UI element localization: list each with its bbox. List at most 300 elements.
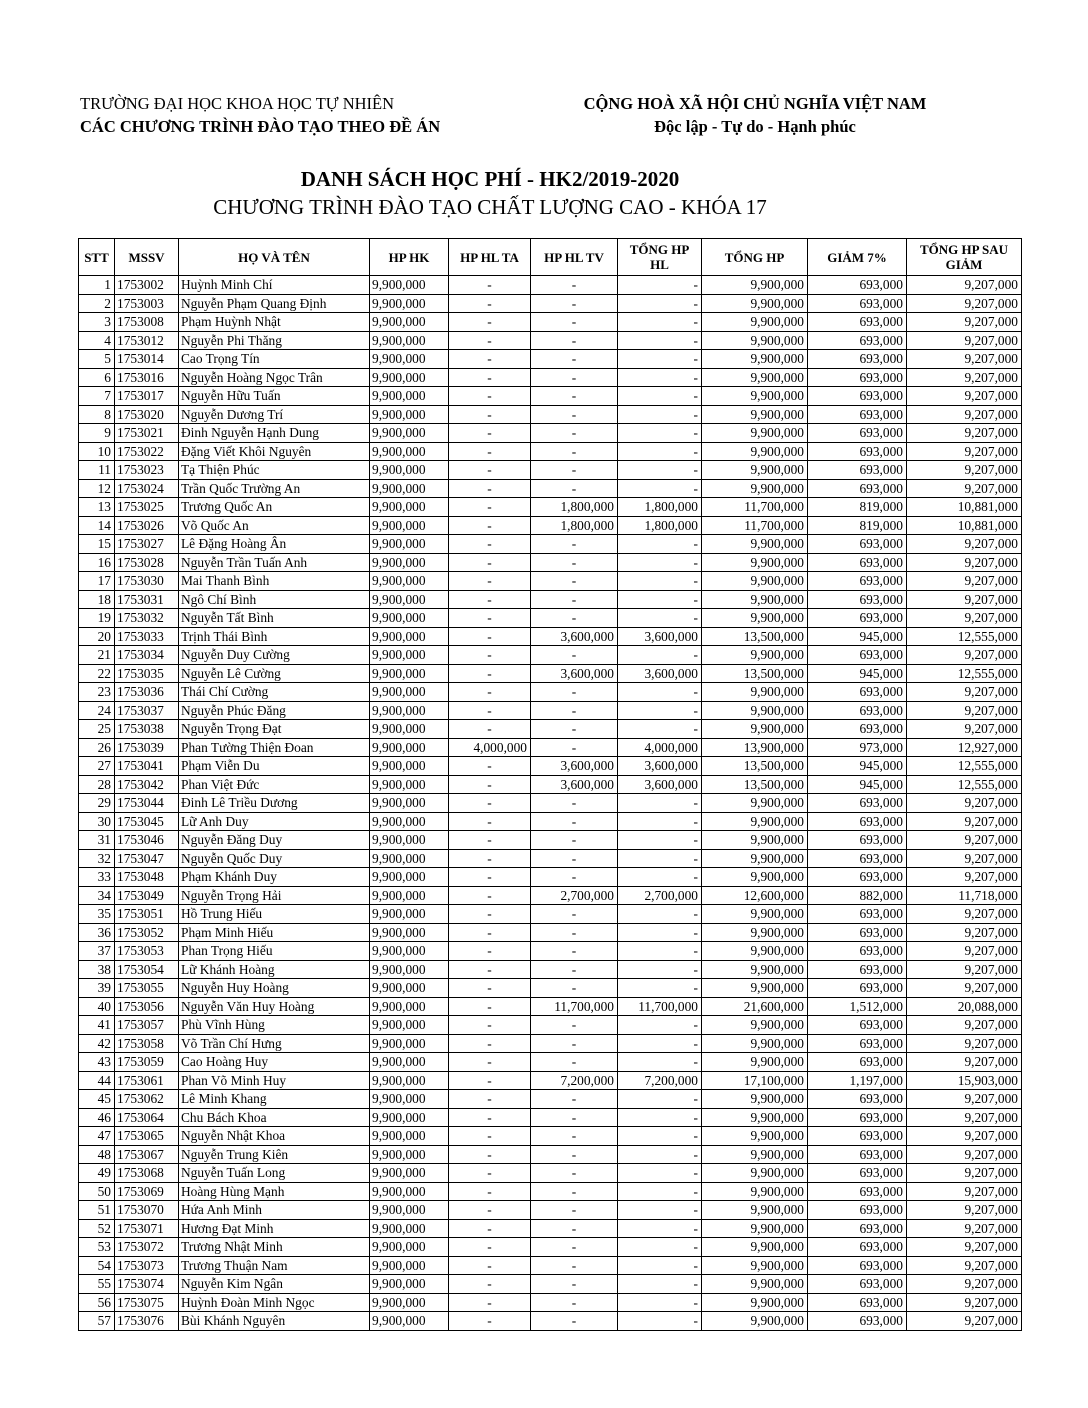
- table-cell: 1753031: [115, 590, 179, 609]
- table-cell: 1753070: [115, 1201, 179, 1220]
- table-cell: 693,000: [808, 276, 907, 295]
- table-cell: -: [618, 1219, 702, 1238]
- table-cell: 27: [79, 757, 115, 776]
- table-cell: -: [449, 1090, 531, 1109]
- table-cell: 1753064: [115, 1108, 179, 1127]
- table-cell: 47: [79, 1127, 115, 1146]
- table-cell: 819,000: [808, 516, 907, 535]
- table-cell: -: [618, 479, 702, 498]
- table-cell: 1753047: [115, 849, 179, 868]
- table-cell: 3,600,000: [618, 775, 702, 794]
- table-cell: 2,700,000: [531, 886, 618, 905]
- table-cell: 13: [79, 498, 115, 517]
- table-cell: -: [618, 1275, 702, 1294]
- table-cell: -: [449, 609, 531, 628]
- table-cell: 9,900,000: [370, 942, 449, 961]
- table-row: [79, 461, 1022, 480]
- table-cell: 9,900,000: [370, 1275, 449, 1294]
- table-cell: 9,900,000: [370, 1145, 449, 1164]
- table-cell: 9,900,000: [370, 1053, 449, 1072]
- table-row: [79, 794, 1022, 813]
- table-cell: -: [618, 831, 702, 850]
- table-cell: 693,000: [808, 1256, 907, 1275]
- table-cell: 1,800,000: [618, 516, 702, 535]
- table-cell: 9,900,000: [370, 831, 449, 850]
- table-cell: 1753058: [115, 1034, 179, 1053]
- table-cell: -: [449, 1145, 531, 1164]
- table-cell: 3,600,000: [618, 757, 702, 776]
- table-cell: 1: [79, 276, 115, 295]
- table-cell: 9,900,000: [702, 405, 808, 424]
- table-cell: -: [618, 1182, 702, 1201]
- table-cell: 9,207,000: [907, 1275, 1022, 1294]
- table-cell: -: [449, 535, 531, 554]
- table-cell: 1753053: [115, 942, 179, 961]
- table-cell: 9,900,000: [370, 1071, 449, 1090]
- table-cell: 9,900,000: [370, 331, 449, 350]
- table-cell: -: [449, 387, 531, 406]
- table-cell: Bùi Khánh Nguyên: [179, 1312, 370, 1331]
- table-row: [79, 942, 1022, 961]
- table-cell: 9,207,000: [907, 831, 1022, 850]
- table-cell: 9,900,000: [702, 609, 808, 628]
- table-row: [79, 1016, 1022, 1035]
- table-cell: 1753016: [115, 368, 179, 387]
- table-cell: -: [449, 442, 531, 461]
- table-cell: 3,600,000: [618, 627, 702, 646]
- table-cell: 36: [79, 923, 115, 942]
- table-cell: 9,900,000: [370, 738, 449, 757]
- table-cell: 53: [79, 1238, 115, 1257]
- table-cell: Lê Đặng Hoàng Ân: [179, 535, 370, 554]
- table-cell: Nguyễn Trọng Đạt: [179, 720, 370, 739]
- table-cell: -: [449, 294, 531, 313]
- table-cell: Trịnh Thái Bình: [179, 627, 370, 646]
- table-cell: 1753041: [115, 757, 179, 776]
- table-cell: 1753072: [115, 1238, 179, 1257]
- table-row: [79, 1201, 1022, 1220]
- table-cell: 945,000: [808, 627, 907, 646]
- table-row: [79, 424, 1022, 443]
- table-cell: 21: [79, 646, 115, 665]
- table-cell: 9,900,000: [702, 479, 808, 498]
- table-cell: 1753059: [115, 1053, 179, 1072]
- table-cell: 9,900,000: [702, 960, 808, 979]
- table-cell: 23: [79, 683, 115, 702]
- table-cell: 40: [79, 997, 115, 1016]
- table-cell: 1753034: [115, 646, 179, 665]
- table-cell: 9,900,000: [702, 1201, 808, 1220]
- table-cell: 9,900,000: [370, 387, 449, 406]
- table-cell: -: [449, 646, 531, 665]
- table-cell: 1753030: [115, 572, 179, 591]
- table-cell: 9,900,000: [702, 720, 808, 739]
- table-row: [79, 405, 1022, 424]
- table-cell: 693,000: [808, 294, 907, 313]
- table-cell: -: [531, 1293, 618, 1312]
- table-cell: -: [449, 1053, 531, 1072]
- table-cell: -: [531, 1145, 618, 1164]
- table-cell: 693,000: [808, 479, 907, 498]
- table-cell: 9,900,000: [370, 683, 449, 702]
- table-cell: 9,900,000: [702, 1164, 808, 1183]
- table-cell: -: [449, 664, 531, 683]
- table-cell: 9,900,000: [370, 720, 449, 739]
- table-row: [79, 868, 1022, 887]
- table-cell: 11: [79, 461, 115, 480]
- table-cell: 9,900,000: [370, 1127, 449, 1146]
- table-row: [79, 997, 1022, 1016]
- table-cell: 13,500,000: [702, 757, 808, 776]
- table-cell: -: [618, 276, 702, 295]
- table-cell: -: [531, 1238, 618, 1257]
- table-row: [79, 572, 1022, 591]
- table-cell: 9,207,000: [907, 609, 1022, 628]
- table-cell: -: [531, 960, 618, 979]
- table-cell: 693,000: [808, 1053, 907, 1072]
- table-cell: -: [531, 1090, 618, 1109]
- table-cell: Lê Minh Khang: [179, 1090, 370, 1109]
- table-cell: -: [618, 849, 702, 868]
- table-cell: 9,900,000: [702, 553, 808, 572]
- table-cell: -: [449, 1034, 531, 1053]
- table-cell: -: [618, 313, 702, 332]
- table-cell: -: [618, 387, 702, 406]
- table-cell: -: [449, 1127, 531, 1146]
- table-cell: 693,000: [808, 1219, 907, 1238]
- table-cell: 1753045: [115, 812, 179, 831]
- table-cell: 12,555,000: [907, 775, 1022, 794]
- table-cell: Phù Vĩnh Hùng: [179, 1016, 370, 1035]
- table-cell: 1753042: [115, 775, 179, 794]
- table-cell: -: [531, 646, 618, 665]
- table-cell: Nguyễn Văn Huy Hoàng: [179, 997, 370, 1016]
- table-cell: 9,900,000: [370, 1182, 449, 1201]
- table-cell: Nguyễn Nhật Khoa: [179, 1127, 370, 1146]
- table-cell: 1753071: [115, 1219, 179, 1238]
- table-cell: 22: [79, 664, 115, 683]
- table-cell: -: [618, 572, 702, 591]
- national-motto: Độc lập - Tự do - Hạnh phúc: [654, 117, 856, 136]
- column-header: GIẢM 7%: [808, 239, 907, 276]
- table-cell: 9,207,000: [907, 1164, 1022, 1183]
- table-cell: -: [531, 1201, 618, 1220]
- table-cell: -: [618, 1256, 702, 1275]
- table-row: [79, 1127, 1022, 1146]
- table-cell: Trương Thuận Nam: [179, 1256, 370, 1275]
- table-cell: -: [449, 960, 531, 979]
- table-row: [79, 442, 1022, 461]
- table-cell: 9,900,000: [702, 535, 808, 554]
- table-cell: 1753069: [115, 1182, 179, 1201]
- table-cell: 693,000: [808, 1108, 907, 1127]
- table-cell: -: [618, 1034, 702, 1053]
- table-cell: 7: [79, 387, 115, 406]
- table-cell: -: [531, 424, 618, 443]
- table-cell: -: [618, 794, 702, 813]
- table-cell: 13,500,000: [702, 664, 808, 683]
- table-cell: -: [618, 350, 702, 369]
- table-row: [79, 1145, 1022, 1164]
- table-cell: 9,207,000: [907, 1053, 1022, 1072]
- table-cell: -: [531, 905, 618, 924]
- table-cell: 9,207,000: [907, 794, 1022, 813]
- table-cell: 1753056: [115, 997, 179, 1016]
- table-row: [79, 479, 1022, 498]
- table-cell: -: [449, 1256, 531, 1275]
- table-cell: 3,600,000: [618, 664, 702, 683]
- table-cell: 1753012: [115, 331, 179, 350]
- table-row: [79, 1108, 1022, 1127]
- table-cell: 9,207,000: [907, 960, 1022, 979]
- table-cell: 9,207,000: [907, 479, 1022, 498]
- table-cell: Lữ Anh Duy: [179, 812, 370, 831]
- table-cell: 9,900,000: [370, 1108, 449, 1127]
- table-cell: 9,900,000: [370, 1164, 449, 1183]
- table-cell: 9,900,000: [370, 701, 449, 720]
- table-cell: 945,000: [808, 775, 907, 794]
- table-cell: 9,207,000: [907, 1256, 1022, 1275]
- table-row: [79, 368, 1022, 387]
- table-cell: 9,900,000: [370, 1219, 449, 1238]
- page-subtitle: CHƯƠNG TRÌNH ĐÀO TẠO CHẤT LƯỢNG CAO - KHÓA 17: [213, 195, 767, 219]
- table-cell: 9,900,000: [702, 350, 808, 369]
- table-cell: -: [531, 1256, 618, 1275]
- table-cell: -: [449, 461, 531, 480]
- table-cell: 48: [79, 1145, 115, 1164]
- table-cell: 9,900,000: [702, 294, 808, 313]
- table-cell: 9,900,000: [370, 979, 449, 998]
- table-cell: 14: [79, 516, 115, 535]
- table-cell: Phan Trọng Hiếu: [179, 942, 370, 961]
- table-cell: 11,700,000: [531, 997, 618, 1016]
- table-cell: 9,207,000: [907, 646, 1022, 665]
- table-cell: -: [531, 535, 618, 554]
- table-cell: 693,000: [808, 942, 907, 961]
- table-cell: 18: [79, 590, 115, 609]
- table-cell: 2,700,000: [618, 886, 702, 905]
- table-cell: -: [531, 609, 618, 628]
- table-cell: 9,900,000: [370, 276, 449, 295]
- table-row: [79, 1164, 1022, 1183]
- table-cell: 693,000: [808, 405, 907, 424]
- table-cell: 9,900,000: [370, 627, 449, 646]
- table-row: [79, 313, 1022, 332]
- table-cell: 9,900,000: [370, 313, 449, 332]
- table-cell: 50: [79, 1182, 115, 1201]
- table-cell: Nguyễn Dương Trí: [179, 405, 370, 424]
- table-cell: 9,900,000: [702, 387, 808, 406]
- table-cell: 882,000: [808, 886, 907, 905]
- table-cell: -: [618, 923, 702, 942]
- table-cell: 29: [79, 794, 115, 813]
- table-cell: Tạ Thiện Phúc: [179, 461, 370, 480]
- table-cell: -: [531, 1312, 618, 1331]
- table-cell: 49: [79, 1164, 115, 1183]
- table-cell: 9,207,000: [907, 1127, 1022, 1146]
- table-cell: -: [449, 831, 531, 850]
- table-cell: -: [618, 1312, 702, 1331]
- table-cell: -: [531, 923, 618, 942]
- table-cell: 9,900,000: [370, 886, 449, 905]
- table-row: [79, 498, 1022, 517]
- table-cell: 693,000: [808, 794, 907, 813]
- table-cell: 51: [79, 1201, 115, 1220]
- table-cell: 9,207,000: [907, 1219, 1022, 1238]
- table-cell: 9,900,000: [702, 572, 808, 591]
- table-cell: Nguyễn Phạm Quang Định: [179, 294, 370, 313]
- table-cell: -: [618, 1164, 702, 1183]
- table-cell: 9,900,000: [370, 812, 449, 831]
- table-cell: 693,000: [808, 387, 907, 406]
- table-cell: Cao Hoàng Huy: [179, 1053, 370, 1072]
- table-row: [79, 664, 1022, 683]
- table-cell: 9,207,000: [907, 1108, 1022, 1127]
- table-cell: 9,207,000: [907, 683, 1022, 702]
- table-cell: 1753022: [115, 442, 179, 461]
- table-cell: 1753024: [115, 479, 179, 498]
- table-cell: 9,207,000: [907, 1293, 1022, 1312]
- table-cell: -: [531, 1275, 618, 1294]
- column-header: MSSV: [115, 239, 179, 276]
- table-cell: 16: [79, 553, 115, 572]
- table-cell: 693,000: [808, 960, 907, 979]
- table-cell: 1753074: [115, 1275, 179, 1294]
- table-cell: 693,000: [808, 1293, 907, 1312]
- program-name: CÁC CHƯƠNG TRÌNH ĐÀO TẠO THEO ĐỀ ÁN: [80, 117, 441, 136]
- table-cell: 9,207,000: [907, 1034, 1022, 1053]
- table-cell: Nguyễn Quốc Duy: [179, 849, 370, 868]
- table-cell: -: [449, 1164, 531, 1183]
- table-cell: Hương Đạt Minh: [179, 1219, 370, 1238]
- table-cell: 11,700,000: [702, 516, 808, 535]
- table-cell: 9,900,000: [702, 1256, 808, 1275]
- table-cell: -: [618, 535, 702, 554]
- table-cell: 11,700,000: [618, 997, 702, 1016]
- table-cell: 12,600,000: [702, 886, 808, 905]
- table-row: [79, 294, 1022, 313]
- table-cell: 9,900,000: [702, 831, 808, 850]
- table-cell: 30: [79, 812, 115, 831]
- table-cell: 693,000: [808, 646, 907, 665]
- table-cell: -: [449, 701, 531, 720]
- table-cell: 10,881,000: [907, 516, 1022, 535]
- table-cell: 54: [79, 1256, 115, 1275]
- table-cell: 9,900,000: [702, 1182, 808, 1201]
- table-cell: -: [531, 368, 618, 387]
- table-cell: 1,512,000: [808, 997, 907, 1016]
- table-cell: 2: [79, 294, 115, 313]
- table-cell: 37: [79, 942, 115, 961]
- table-cell: 9,900,000: [702, 1219, 808, 1238]
- table-row: [79, 812, 1022, 831]
- table-row: [79, 646, 1022, 665]
- table-cell: Phan Võ Minh Huy: [179, 1071, 370, 1090]
- table-cell: Trần Quốc Trường An: [179, 479, 370, 498]
- table-cell: 12,927,000: [907, 738, 1022, 757]
- table-cell: 1753054: [115, 960, 179, 979]
- table-cell: 11,718,000: [907, 886, 1022, 905]
- table-cell: 9,900,000: [702, 442, 808, 461]
- table-cell: -: [531, 1182, 618, 1201]
- table-cell: 10,881,000: [907, 498, 1022, 517]
- table-cell: 9,207,000: [907, 276, 1022, 295]
- table-cell: -: [618, 553, 702, 572]
- table-cell: 9,207,000: [907, 849, 1022, 868]
- table-cell: -: [618, 1127, 702, 1146]
- table-cell: 693,000: [808, 701, 907, 720]
- table-cell: -: [531, 387, 618, 406]
- table-cell: -: [449, 1016, 531, 1035]
- table-row: [79, 1293, 1022, 1312]
- table-cell: 9,900,000: [370, 664, 449, 683]
- table-cell: Ngô Chí Bình: [179, 590, 370, 609]
- table-cell: -: [449, 553, 531, 572]
- table-cell: 1,197,000: [808, 1071, 907, 1090]
- table-cell: 1753027: [115, 535, 179, 554]
- table-row: [79, 738, 1022, 757]
- table-cell: 20: [79, 627, 115, 646]
- table-cell: 9,900,000: [702, 1275, 808, 1294]
- table-cell: -: [449, 572, 531, 591]
- table-cell: 693,000: [808, 905, 907, 924]
- table-cell: 1,800,000: [531, 516, 618, 535]
- table-cell: -: [531, 479, 618, 498]
- table-row: [79, 350, 1022, 369]
- table-cell: -: [449, 331, 531, 350]
- table-cell: -: [449, 590, 531, 609]
- table-cell: Nguyễn Tuấn Long: [179, 1164, 370, 1183]
- table-cell: -: [449, 775, 531, 794]
- table-cell: -: [449, 1293, 531, 1312]
- table-cell: 693,000: [808, 461, 907, 480]
- table-cell: -: [531, 590, 618, 609]
- table-cell: 1,800,000: [531, 498, 618, 517]
- table-row: [79, 831, 1022, 850]
- table-cell: 9,900,000: [370, 461, 449, 480]
- table-cell: -: [531, 553, 618, 572]
- table-cell: -: [531, 849, 618, 868]
- table-cell: -: [449, 1275, 531, 1294]
- table-cell: Nguyễn Tất Bình: [179, 609, 370, 628]
- table-cell: 24: [79, 701, 115, 720]
- table-cell: -: [449, 886, 531, 905]
- table-cell: 9,207,000: [907, 387, 1022, 406]
- table-cell: 9,900,000: [370, 590, 449, 609]
- national-title: CỘNG HOÀ XÃ HỘI CHỦ NGHĨA VIỆT NAM: [583, 94, 927, 113]
- table-row: [79, 1034, 1022, 1053]
- table-cell: 3,600,000: [531, 757, 618, 776]
- table-row: [79, 960, 1022, 979]
- table-cell: 1753039: [115, 738, 179, 757]
- table-cell: 9,900,000: [702, 701, 808, 720]
- column-header: TỔNG HP: [702, 239, 808, 276]
- table-cell: -: [449, 1071, 531, 1090]
- table-cell: -: [449, 794, 531, 813]
- table-cell: -: [531, 461, 618, 480]
- table-cell: 9,900,000: [702, 812, 808, 831]
- table-cell: 9,900,000: [702, 331, 808, 350]
- table-cell: Nguyễn Trung Kiên: [179, 1145, 370, 1164]
- table-cell: 9,900,000: [370, 923, 449, 942]
- table-cell: 52: [79, 1219, 115, 1238]
- table-cell: 693,000: [808, 812, 907, 831]
- table-cell: Trương Quốc An: [179, 498, 370, 517]
- table-cell: 1753057: [115, 1016, 179, 1035]
- table-cell: 1753062: [115, 1090, 179, 1109]
- table-cell: 1753020: [115, 405, 179, 424]
- table-cell: 9,207,000: [907, 812, 1022, 831]
